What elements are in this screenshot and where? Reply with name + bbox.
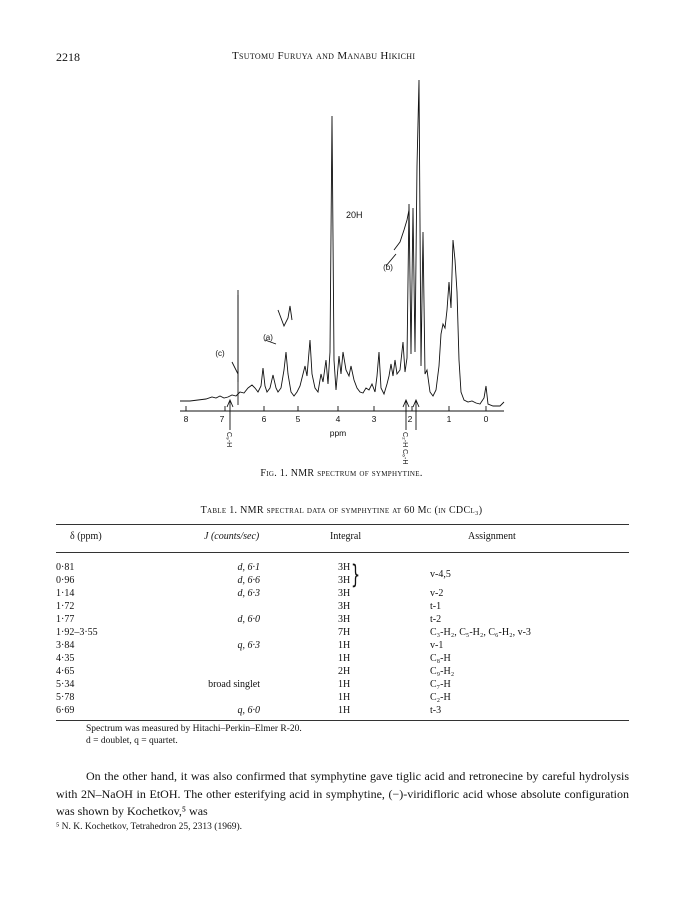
annotation-b: (b) bbox=[383, 263, 393, 272]
cell-integral: 2H bbox=[338, 666, 351, 677]
table-header-rule bbox=[56, 552, 629, 553]
cell-delta: 5·78 bbox=[56, 692, 75, 703]
x-tick-6: 6 bbox=[261, 414, 267, 424]
c9h-arrow bbox=[227, 400, 233, 430]
cell-integral: 3H bbox=[338, 614, 351, 625]
annotation-c: (c) bbox=[215, 349, 225, 358]
cell-assignment: C₈-H bbox=[430, 653, 451, 664]
cell-delta: 4·35 bbox=[56, 653, 75, 664]
x-tick-1: 1 bbox=[446, 414, 452, 424]
annotation-c9h: C₉-H bbox=[225, 432, 232, 448]
col-header-j: J (counts/sec) bbox=[204, 531, 260, 542]
table-top-rule bbox=[56, 524, 629, 525]
cell-integral: 1H bbox=[338, 692, 351, 703]
cell-j: d, 6·6 bbox=[237, 575, 260, 586]
cell-integral: 7H bbox=[338, 627, 351, 638]
cell-integral: 3H bbox=[338, 588, 351, 599]
cell-j: d, 6·3 bbox=[237, 588, 260, 599]
cell-integral: 3H bbox=[338, 601, 351, 612]
integral-curve-a bbox=[278, 306, 292, 326]
integral-curve-b bbox=[394, 210, 409, 250]
cell-assignment: C₃-H₂, C₅-H₂, C₆-H₂, v-3 bbox=[430, 627, 531, 638]
page-number: 2218 bbox=[56, 50, 80, 64]
table-title: Table 1. NMR spectral data of symphytine at 60 Mc (in CDCl₃) bbox=[200, 505, 483, 516]
cell-delta: 6·69 bbox=[56, 705, 75, 716]
x-axis-label: ppm bbox=[329, 428, 347, 438]
cell-assignment: v-4,5 bbox=[430, 569, 451, 580]
reference-footnote: ⁵ N. K. Kochetkov, Tetrahedron 25, 2313 (1969). bbox=[56, 822, 243, 832]
cell-integral: 1H bbox=[338, 679, 351, 690]
cell-j: q, 6·0 bbox=[237, 705, 260, 716]
cell-integral: 1H bbox=[338, 640, 351, 651]
x-tick-4: 4 bbox=[335, 414, 341, 424]
cell-delta: 4·65 bbox=[56, 666, 75, 677]
cell-j: d, 6·1 bbox=[237, 562, 260, 573]
annotation-c2h-c6h: C₂-H C₆-H bbox=[401, 432, 408, 465]
nmr-spectrum-figure bbox=[160, 70, 520, 465]
cell-assignment: C₇-H bbox=[430, 679, 451, 690]
col-header-delta: δ (ppm) bbox=[70, 531, 102, 542]
figure-caption: Fig. 1. NMR spectrum of symphytine. bbox=[260, 468, 423, 479]
running-head: Tsutomu Furuya and Manabu Hikichi bbox=[232, 50, 416, 62]
cell-assignment: t-1 bbox=[430, 601, 442, 612]
x-tick-8: 8 bbox=[183, 414, 189, 424]
body-paragraph: On the other hand, it was also confirmed that symphytine gave tiglic acid and retronecine by careful hydrolysis with 2N–NaOH in EtOH. The other esterifying acid in symphytine, (−)-viridifloric acid whose absolute configuration was shown by Kochetkov,⁵ was bbox=[56, 769, 629, 818]
cell-assignment: t-3 bbox=[430, 705, 442, 716]
integral-brace: } bbox=[351, 560, 361, 590]
cell-integral: 3H bbox=[338, 575, 351, 586]
cell-integral: 1H bbox=[338, 705, 351, 716]
x-tick-5: 5 bbox=[295, 414, 301, 424]
cell-delta: 1·77 bbox=[56, 614, 75, 625]
spectrum-trace bbox=[180, 80, 504, 406]
cell-delta: 1·72 bbox=[56, 601, 75, 612]
table-footnote-abbreviations: d = doublet, q = quartet. bbox=[86, 736, 178, 746]
cell-assignment: t-2 bbox=[430, 614, 442, 625]
cell-delta: 0·96 bbox=[56, 575, 75, 586]
x-tick-3: 3 bbox=[371, 414, 377, 424]
col-header-integral: Integral bbox=[330, 531, 362, 542]
cell-integral: 1H bbox=[338, 653, 351, 664]
cell-assignment: v-2 bbox=[430, 588, 444, 599]
col-header-assignment: Assignment bbox=[468, 531, 516, 542]
cell-delta: 3·84 bbox=[56, 640, 75, 651]
cell-delta: 0·81 bbox=[56, 562, 75, 573]
arrow-c bbox=[232, 362, 238, 374]
x-tick-7: 7 bbox=[219, 414, 225, 424]
table-bottom-rule bbox=[56, 720, 629, 721]
cell-delta: 5·34 bbox=[56, 679, 75, 690]
cell-integral: 3H bbox=[338, 562, 351, 573]
cell-delta: 1·14 bbox=[56, 588, 75, 599]
cell-assignment: C₂-H bbox=[430, 692, 451, 703]
cell-assignment: C₉-H₂ bbox=[430, 666, 455, 677]
cell-j: q, 6·3 bbox=[237, 640, 260, 651]
cell-delta: 1·92–3·55 bbox=[56, 627, 98, 638]
cell-j: broad singlet bbox=[208, 679, 260, 690]
cell-assignment: v-1 bbox=[430, 640, 444, 651]
annotation-20h: 20H bbox=[346, 210, 363, 220]
x-tick-2: 2 bbox=[407, 414, 413, 424]
cell-j: d, 6·0 bbox=[237, 614, 260, 625]
x-tick-0: 0 bbox=[483, 414, 489, 424]
annotation-a: (a) bbox=[263, 333, 273, 342]
table-footnote-instrument: Spectrum was measured by Hitachi–Perkin–Elmer R-20. bbox=[86, 724, 302, 734]
